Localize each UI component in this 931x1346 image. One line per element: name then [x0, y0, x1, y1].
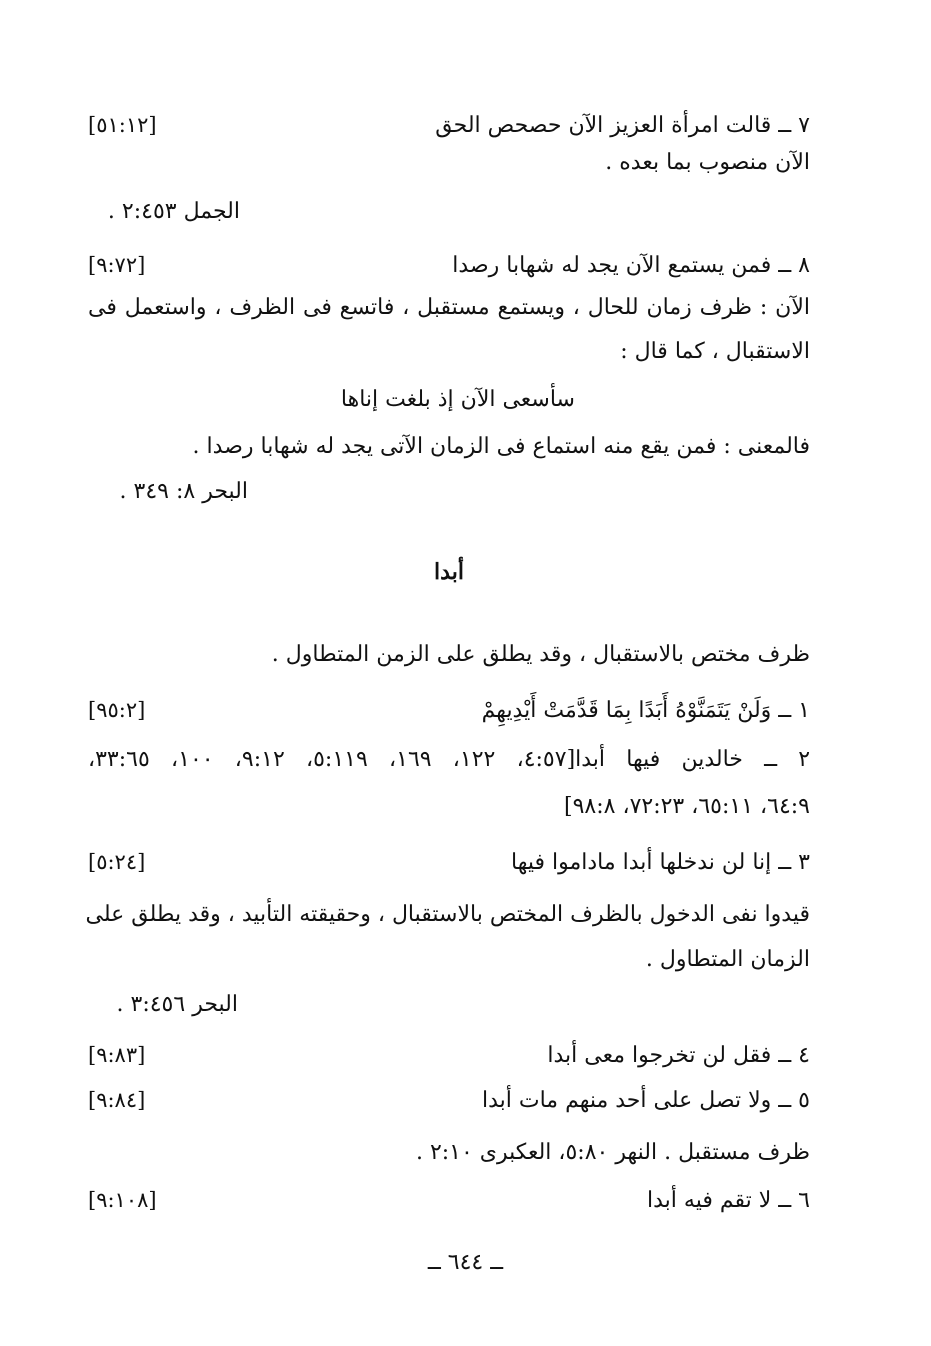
meaning-line: فالمعنى : فمن يقع منه استماع فى الزمان الآتى يجد له شهابا رصدا . [192, 434, 810, 459]
entry-6-text: ٦ ــ لا تقم فيه أبدا [647, 1187, 810, 1213]
page-number: ــ ٦٤٤ ــ [427, 1250, 504, 1275]
entry-2-line-2: ٦٤:٩، ٦٥:١١، ٧٢:٢٣، ٩٨:٨] [564, 794, 810, 819]
entry-3-text: ٣ ــ إنا لن ندخلها أبدا ماداموا فيها [510, 849, 810, 875]
entry-7-ref: [٥١:١٢] [88, 113, 157, 137]
entry-6 [88, 1180, 810, 1220]
entry-6-ref: [٩:١٠٨] [88, 1188, 157, 1212]
note-3-line-2: الزمان المتطاول . [645, 947, 810, 972]
entry-1 [88, 690, 810, 730]
entry-7-text: ٧ ــ قالت امرأة العزيز الآن حصحص الحق [435, 112, 810, 138]
entry-2-line-1: ٢ ــ خالدين فيها أبدا[٤:٥٧، ١٢٢، ١٦٩، ٥:١١٩، ٩:١٢، ١٠٠، ٣٣:٦٥، [88, 747, 811, 772]
note-3-line-1: قيدوا نفى الدخول بالظرف المختص بالاستقبال ، وحقيقته التأبيد ، وقد يطلق على [85, 902, 810, 927]
source-8: البحر ٨: ٣٤٩ . [119, 479, 248, 504]
entry-8-text: ٨ ــ فمن يستمع الآن يجد له شهابا رصدا [452, 252, 810, 278]
entry-1-text: ١ ــ وَلَنْ يَتَمَنَّوْهُ أَبَدًا بِمَا قَدَّمَتْ أَيْدِيهِمْ [481, 697, 810, 723]
entry-4 [88, 1035, 810, 1075]
entry-4-ref: [٩:٨٣] [88, 1043, 146, 1067]
note-8-line-1: الآن : ظرف زمان للحال ، ويستمع مستقبل ، فاتسع فى الظرف ، واستعمل فى [88, 295, 810, 320]
entry-4-text: ٤ ــ فقل لن تخرجوا معى أبدا [547, 1042, 810, 1068]
entry-8-ref: [٩:٧٢] [88, 253, 146, 277]
note-5: ظرف مستقبل . النهر ٥:٨٠، العكبرى ٢:١٠ . [415, 1140, 810, 1165]
note-8-line-2: الاستقبال ، كما قال : [620, 339, 810, 364]
note-7: الآن منصوب بما بعده . [605, 150, 810, 175]
poetry-verse: سأسعى الآن إذ بلغت إناها [340, 387, 575, 412]
entry-3 [88, 842, 810, 882]
entry-5-text: ٥ ــ ولا تصل على أحد منهم مات أبدا [481, 1087, 810, 1113]
entry-7 [88, 105, 810, 145]
entry-3-ref: [٥:٢٤] [88, 850, 146, 874]
entry-5-ref: [٩:٨٤] [88, 1088, 146, 1112]
source-3: البحر ٣:٤٥٦ . [116, 992, 238, 1017]
entry-5 [88, 1080, 810, 1120]
entry-8 [88, 245, 810, 285]
entry-1-ref: [٩٥:٢] [88, 698, 146, 722]
intro-line: ظرف مختص بالاستقبال ، وقد يطلق على الزمن المتطاول . [271, 642, 810, 667]
section-heading: أبدا [434, 559, 464, 585]
source-7 [88, 192, 240, 232]
source-7-text: الجمل ٢:٤٥٣ . [107, 199, 240, 224]
